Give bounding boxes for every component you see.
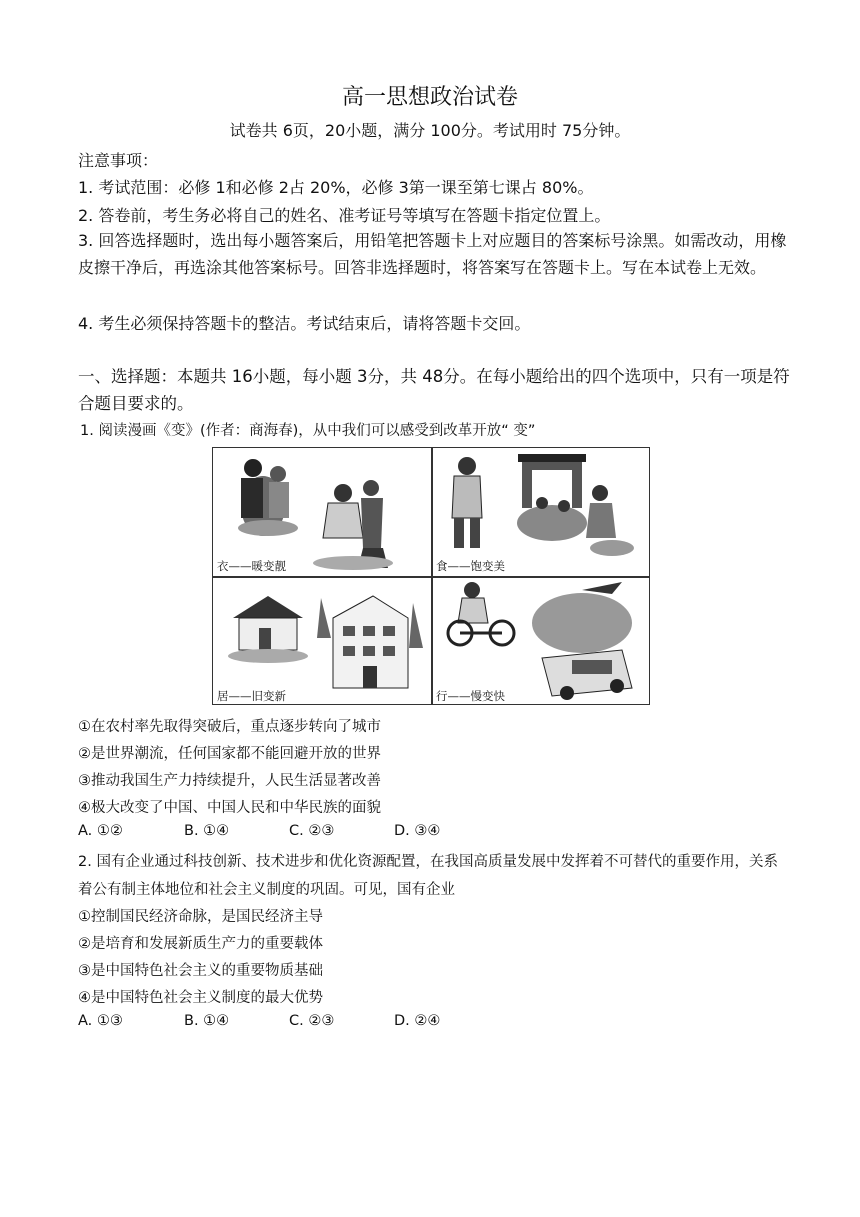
q1-option-a[interactable]: A. ①② — [78, 823, 123, 839]
q2-option-b[interactable]: B. ①④ — [184, 1013, 230, 1029]
q2-option-d[interactable]: D. ②④ — [394, 1013, 441, 1029]
q2-statement-2: ②是培育和发展新质生产力的重要载体 — [78, 936, 323, 952]
q2-option-c[interactable]: C. ②③ — [289, 1013, 335, 1029]
q2-option-a[interactable]: A. ①③ — [78, 1013, 123, 1029]
note-item-2: 2. 答卷前，考生务必将自己的姓名、准考证号等填写在答题卡指定位置上。 — [78, 206, 611, 225]
comic-caption-clothing: 衣——暖变靓 — [217, 559, 286, 573]
note-item-1: 1. 考试范围：必修 1和必修 2占 20%，必修 3第一课至第七课占 80%。 — [78, 178, 594, 197]
comic-panel-housing — [213, 578, 431, 706]
exam-info: 试卷共 6页，20小题，满分 100分。考试用时 75分钟。 — [229, 121, 631, 140]
q1-option-b[interactable]: B. ①④ — [184, 823, 230, 839]
note-item-4: 4. 考生必须保持答题卡的整洁。考试结束后，请将答题卡交回。 — [78, 314, 531, 333]
page-title: 高一思想政治试卷 — [341, 85, 518, 110]
comic-caption-food: 食——饱变美 — [436, 559, 505, 573]
section-heading: 一、选择题：本题共 16小题，每小题 3分，共 48分。在每小题给出的四个选项中，只有一项是符合题目要求的。 — [78, 367, 790, 413]
comic-caption-housing: 居——旧变新 — [217, 689, 286, 703]
q1-statement-4: ④极大改变了中国、中国人民和中华民族的面貌 — [78, 800, 381, 816]
comic-panel-food — [432, 448, 650, 576]
comic-bian — [212, 447, 650, 705]
q2-statement-3: ③是中国特色社会主义的重要物质基础 — [78, 963, 323, 979]
note-item-3: 3. 回答选择题时，选出每小题答案后，用铅笔把答题卡上对应题目的答案标号涂黑。如需改动，用橡皮擦干净后，再选涂其他答案标号。回答非选择题时，将答案写在答题卡上。写在本试卷上无效。 — [78, 231, 787, 277]
notes-heading: 注意事项： — [78, 151, 159, 170]
q2-statement-4: ④是中国特色社会主义制度的最大优势 — [78, 990, 323, 1006]
question-1-stem: 1. 阅读漫画《变》(作者：商海春)，从中我们可以感受到改革开放“ 变” — [80, 423, 536, 439]
q2-statement-1: ①控制国民经济命脉，是国民经济主导 — [78, 909, 323, 925]
comic-panel-clothing — [213, 448, 431, 576]
comic-panel-transport — [432, 578, 650, 706]
q1-statement-2: ②是世界潮流，任何国家都不能回避开放的世界 — [78, 746, 381, 762]
comic-caption-transport: 行——慢变快 — [436, 689, 505, 703]
q1-option-c[interactable]: C. ②③ — [289, 823, 335, 839]
question-2-stem: 2. 国有企业通过科技创新、技术进步和优化资源配置，在我国高质量发展中发挥着不可替代的重要作用，关系着公有制主体地位和社会主义制度的巩固。可见，国有企业 — [78, 854, 778, 898]
q1-statement-3: ③推动我国生产力持续提升，人民生活显著改善 — [78, 773, 381, 789]
q1-option-d[interactable]: D. ③④ — [394, 823, 441, 839]
q1-statement-1: ①在农村率先取得突破后，重点逐步转向了城市 — [78, 719, 381, 735]
